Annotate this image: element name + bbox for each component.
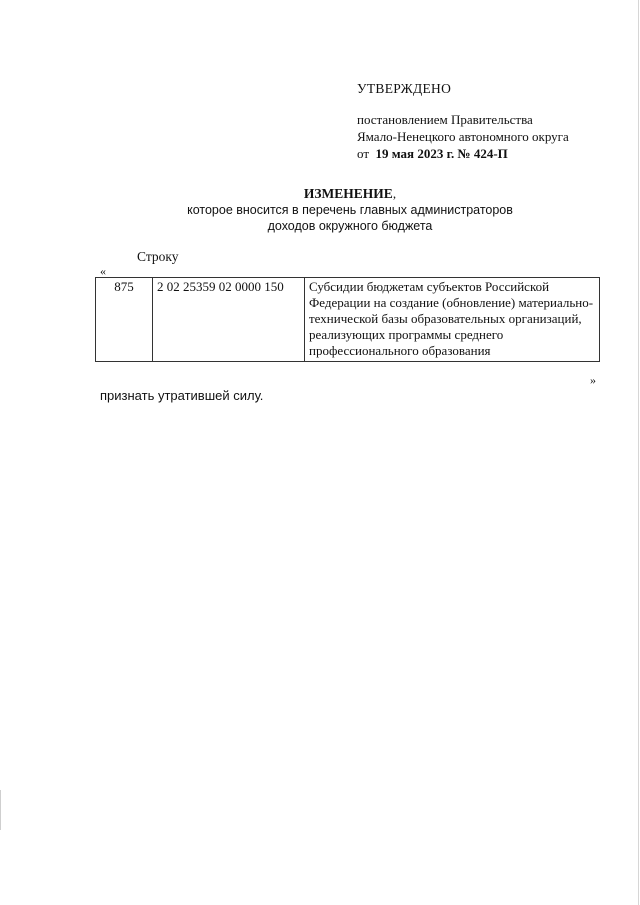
quote-open-mark: « [100, 264, 106, 278]
heading-title-line [100, 186, 600, 202]
row-kbk-cell: 2 02 25359 02 0000 150 [153, 278, 305, 362]
row-description-cell: Субсидии бюджетам субъектов Российской Федерации на создание (обновление) материально-технической базы образовательных организаций, реализующих программы среднего профессионального образования [305, 278, 600, 362]
intro-text: Строку [137, 249, 179, 264]
approval-block [357, 80, 617, 162]
heading-title-suffix: , [392, 186, 397, 201]
quote-close-mark: » [590, 373, 596, 387]
heading-line-2: доходов окружного бюджета [267, 219, 433, 233]
row-code-cell: 875 [96, 278, 153, 362]
conclusion-text: признать утратившей силу. [100, 388, 264, 403]
approval-date-value: 19 мая 2023 г. № 424-П [375, 146, 508, 161]
row-table [95, 277, 600, 362]
heading-title: ИЗМЕНЕНИЕ [303, 186, 393, 201]
approval-line-1: постановлением Правительства [357, 112, 533, 127]
table-row [96, 278, 600, 362]
heading-line-1: которое вносится в перечень главных администраторов [187, 203, 513, 217]
approval-date-prefix: от [357, 146, 370, 161]
approval-date-line [357, 145, 617, 162]
page-edge-mark [0, 790, 1, 830]
approval-line-2: Ямало-Ненецкого автономного округа [357, 129, 569, 144]
document-heading [100, 186, 600, 234]
approval-stamp-text: УТВЕРЖДЕНО [357, 81, 452, 96]
page-edge-line [638, 0, 639, 905]
